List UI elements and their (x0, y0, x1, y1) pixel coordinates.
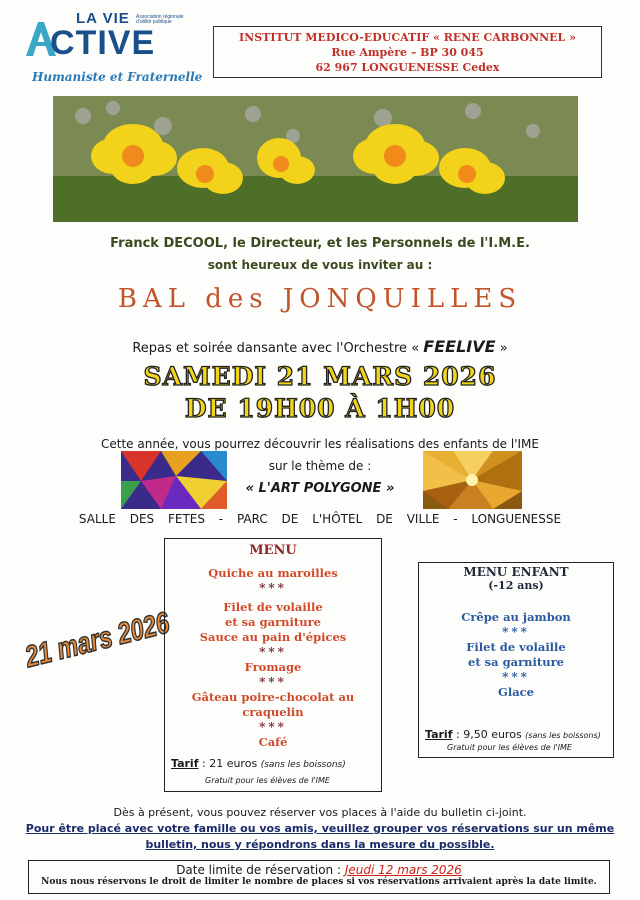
orchestra-name: FEELIVE (423, 337, 496, 356)
reservation-line-3: bulletin, nous y répondrons dans la mesure du possible. (145, 838, 495, 851)
kids-tarif-label: Tarif (425, 728, 453, 741)
address-line-2: Rue Ampère – BP 30 045 (331, 46, 484, 59)
annee-line: Cette année, vous pourrez découvrir les réalisations des enfants de l'IME (100, 437, 539, 451)
menu-item: Café (258, 735, 288, 749)
kids-menu-item: et sa garniture (468, 655, 564, 669)
logo-la-vie-active (24, 10, 204, 90)
logo-top-text: LA VIE (76, 10, 130, 27)
menu-separator: *** (259, 645, 287, 659)
venue-line: SALLE DES FETES - PARC DE L'HÔTEL DE VILLE - LONGUENESSE (78, 512, 562, 526)
tarif-value: : 21 euros (198, 757, 258, 770)
event-title (0, 284, 640, 314)
kids-menu-item: Glace (498, 685, 534, 699)
reservation-line-1: Dès à présent, vous pouvez réserver vos places à l'aide du bulletin ci-joint. (113, 806, 527, 819)
repas-line (0, 337, 640, 356)
menu-item: Quiche au maroilles (208, 566, 338, 580)
polygon-art-image-1 (121, 451, 227, 509)
menu-tarif (171, 757, 346, 770)
polygon-art-image-2 (423, 451, 522, 509)
kids-tarif-value: : 9,50 euros (452, 728, 522, 741)
menu-item: et sa garniture (225, 615, 321, 629)
art-polygone-title: « L'ART POLYGONE » (245, 481, 395, 496)
date-stamp: 21 mars 2026 (22, 606, 173, 675)
menu-heading: MENU (249, 543, 297, 558)
menu-separator: *** (259, 675, 287, 689)
deadline-date: Jeudi 12 mars 2026 (344, 863, 462, 877)
kids-menu-separator: *** (502, 670, 530, 684)
address-line-3: 62 967 LONGUENESSE Cedex (315, 61, 500, 74)
tarif-note: (sans les boissons) (260, 760, 346, 770)
kids-menu-separator: *** (502, 625, 530, 639)
theme-line: sur le thème de : (268, 459, 372, 473)
repas-end: » (499, 341, 508, 356)
kids-menu-item: Filet de volaille (466, 640, 566, 654)
kids-menu-tarif (425, 728, 601, 741)
deadline-label: Date limite de réservation : (176, 863, 342, 877)
daffodil-photo (53, 96, 578, 222)
title-word-3: JONQUILLES (282, 284, 523, 314)
logo-tagline: Humaniste et Fraternelle (32, 70, 203, 84)
address-line-1: INSTITUT MEDICO-EDUCATIF « RENE CARBONNEL » (239, 31, 576, 44)
invite-line-2: sont heureux de vous inviter au : (207, 258, 433, 272)
menu-items (165, 566, 381, 750)
event-date: SAMEDI 21 MARS 2026 (143, 362, 497, 391)
menu-item: Filet de volaille (223, 600, 323, 614)
menu-separator: *** (259, 720, 287, 734)
kids-menu-heading: MENU ENFANT (463, 565, 569, 579)
menu-item: Sauce au pain d'épices (199, 630, 347, 644)
kids-menu-box (418, 562, 614, 758)
title-word-1: BAL (117, 284, 191, 314)
event-hours: DE 19H00 À 1H00 (184, 394, 456, 423)
deadline-note: Nous nous réservons le droit de limiter le nombre de places si vos réservations arrivaient après la date limite. (41, 877, 597, 887)
menu-item: Fromage (244, 660, 302, 674)
address-box (213, 26, 602, 78)
repas-text: Repas et soirée dansante avec l'Orchestre « (132, 341, 420, 356)
kids-menu-gratuit: Gratuit pour les élèves de l'IME (447, 743, 572, 752)
deadline-line (29, 863, 609, 877)
tarif-label: Tarif (171, 757, 199, 770)
deadline-box (28, 860, 610, 894)
kids-menu-sub: (-12 ans) (488, 579, 544, 592)
logo-main-text: CTIVE (50, 24, 156, 62)
menu-box (164, 538, 382, 792)
title-word-2: des (205, 284, 269, 314)
reservation-line-2: Pour être placé avec votre famille ou vos amis, veuillez grouper vos réservations sur un même (25, 822, 615, 835)
kids-menu-item: Crêpe au jambon (461, 610, 571, 624)
invite-line-1: Franck DECOOL, le Directeur, et les Personnels de l'I.M.E. (110, 236, 530, 251)
logo-small-text: Association régionale d'utilité publique (136, 14, 184, 25)
menu-separator: *** (259, 581, 287, 595)
kids-tarif-note: (sans les boissons) (525, 731, 601, 740)
menu-gratuit: Gratuit pour les élèves de l'IME (205, 776, 330, 785)
menu-item: Gâteau poire-chocolat au craquelin (191, 690, 355, 719)
